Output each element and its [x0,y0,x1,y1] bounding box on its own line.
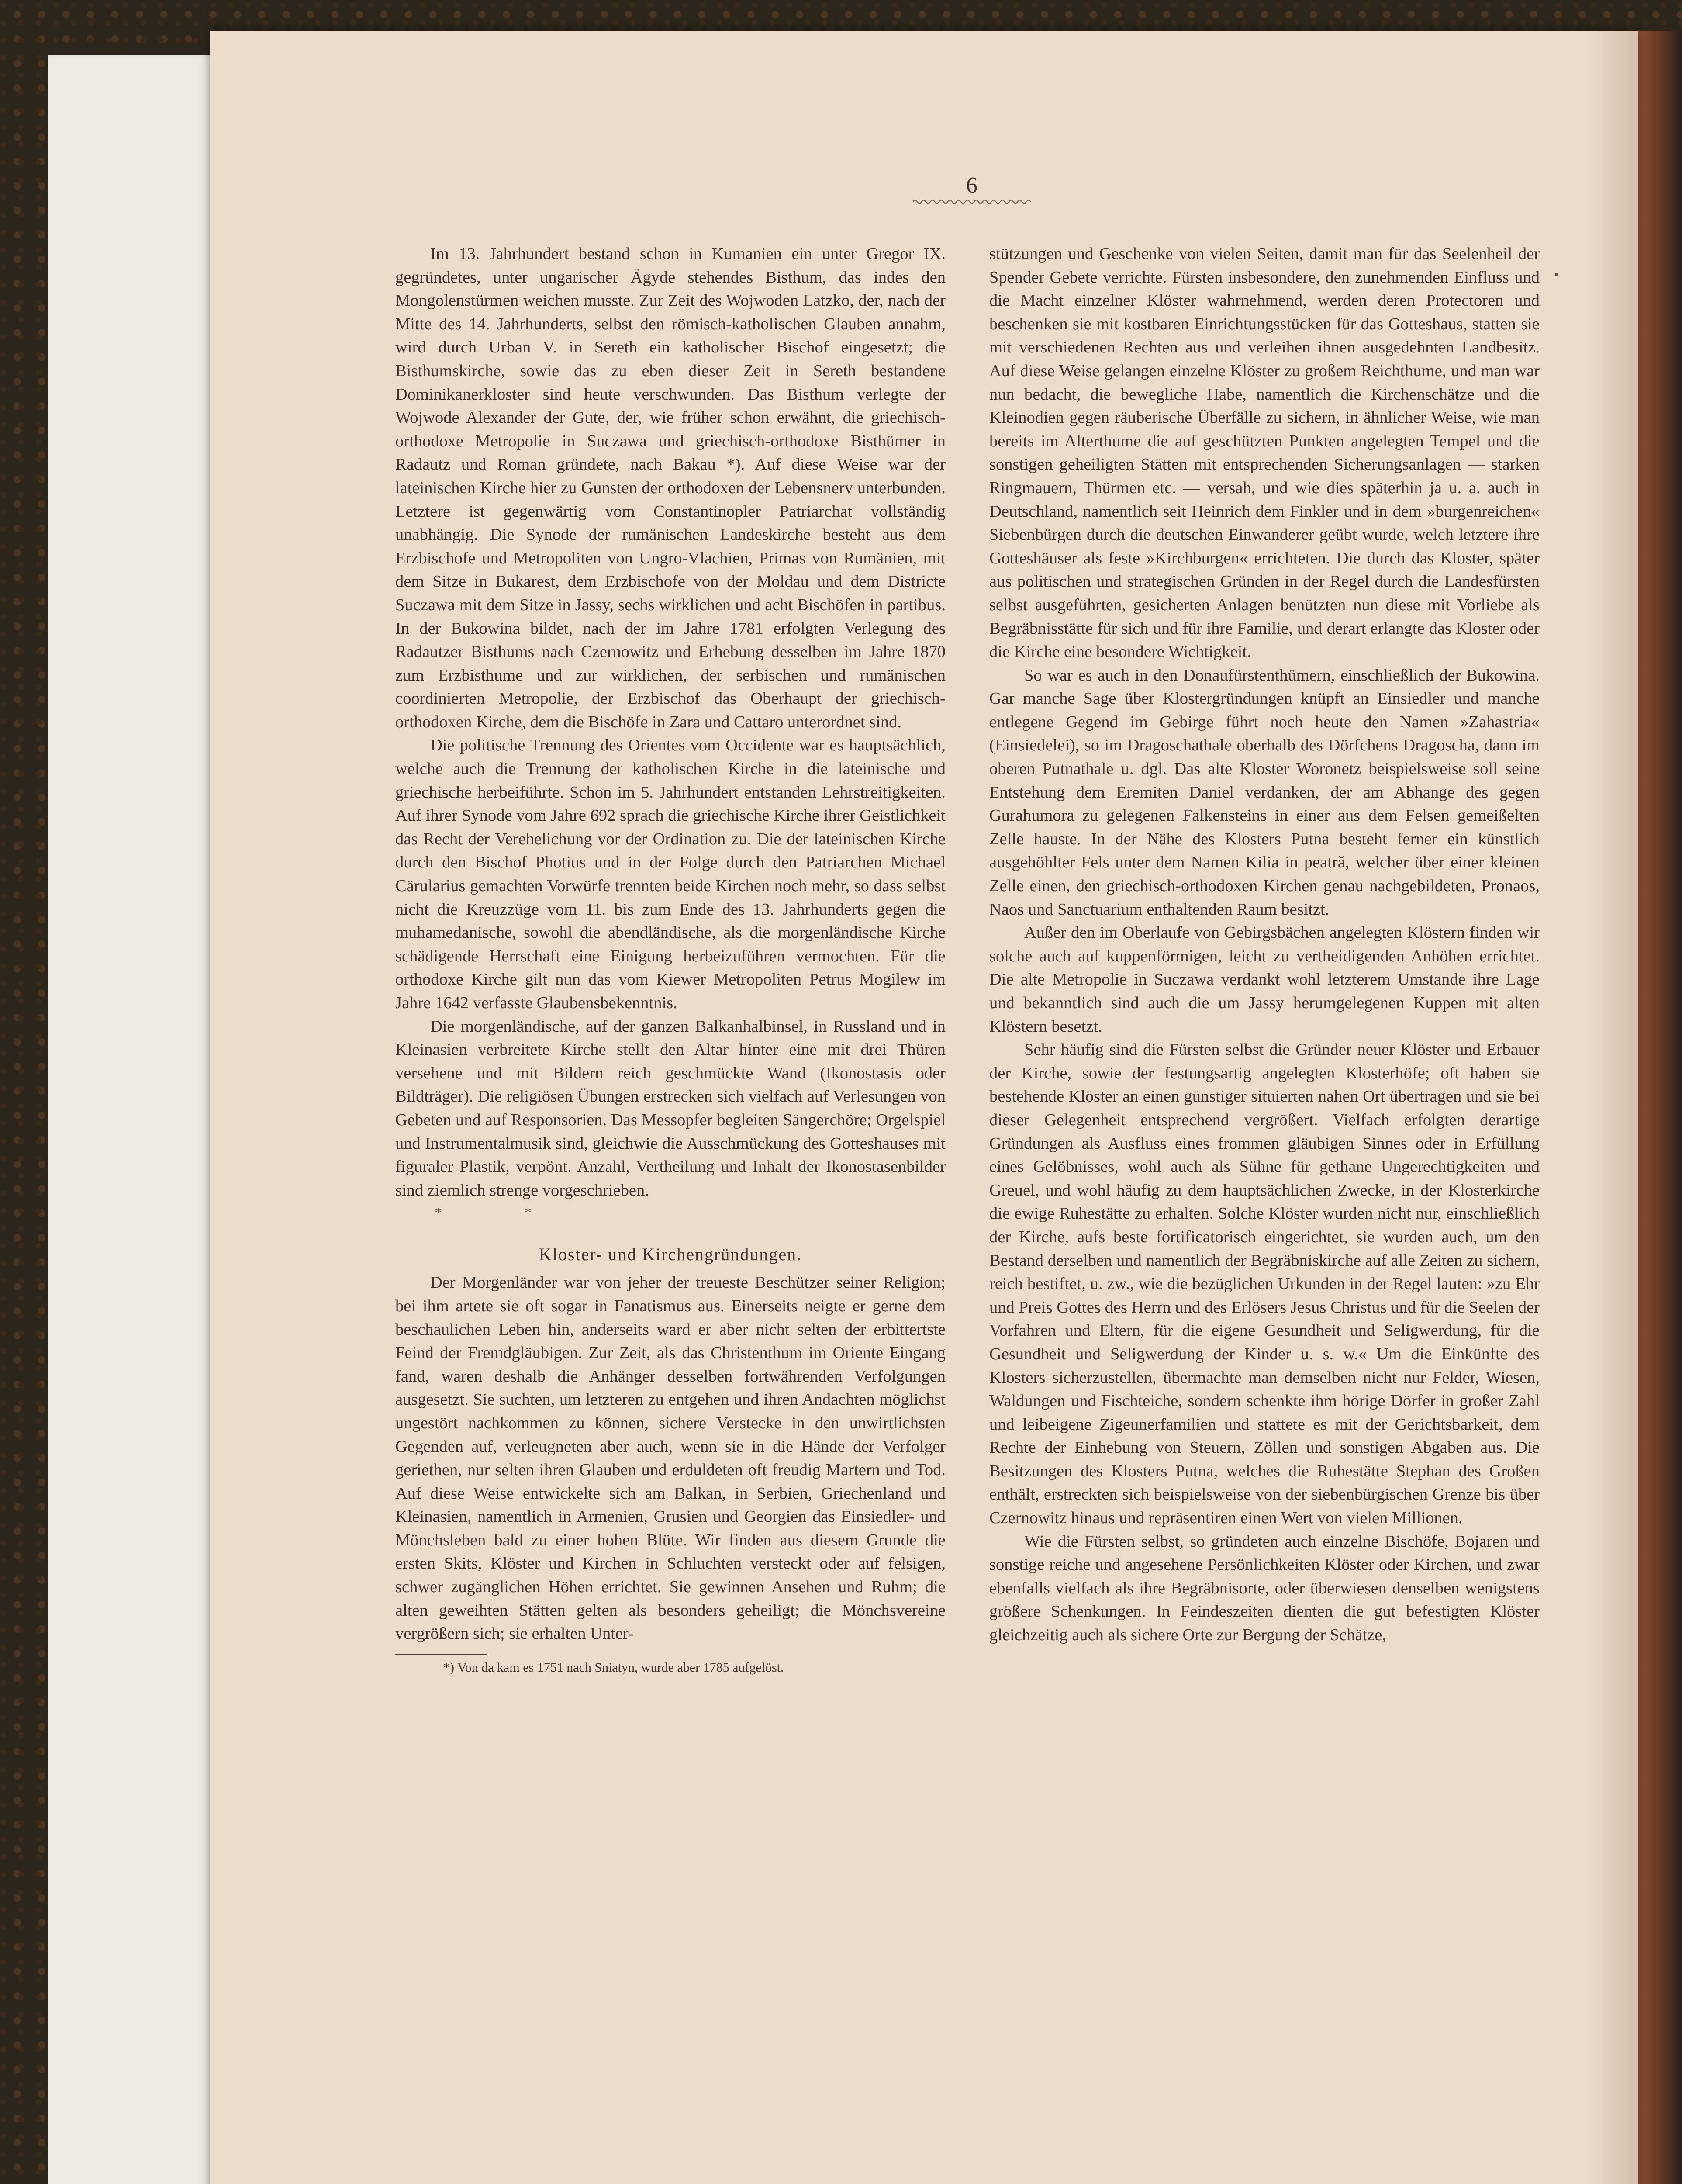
body-paragraph: Die morgenländische, auf der ganzen Balkanhalbinsel, in Russland und in Kleinasien verbreitete Kirche stellt den Altar hinter eine mit drei Thüren versehene und mit Bildern reich geschmückte Wand (Ikonostasis oder Bildträger). Die religiösen Übungen erstrecken sich vielfach auf Verlesungen von Gebeten und auf Responsorien. Das Messopfer begleiten Sängerchöre; Orgelspiel und Instrumentalmusik sind, gleichwie die Ausschmückung des Gotteshauses mit figuraler Plastik, verpönt. Anzahl, Vertheilung und Inhalt der Ikonostasenbilder sind ziemlich strenge vorgeschrieben. [395,1017,946,1199]
body-paragraph: So war es auch in den Donaufürstenthümern, einschließlich der Bukowina. Gar manche Sage über Klostergründungen knüpft an Einsiedler und manche entlegene Gegend im Gebirge führt noch heute den Namen »Zahastria« (Einsiedelei), so im Dragoschathale oberhalb des Dörfchens Dragoscha, dann im oberen Putnathale u. dgl. Das alte Kloster Woronetz beispielsweise soll seine Entstehung dem Eremiten Daniel verdanken, der am Abhange des gegen Gurahumora zu gelegenen Falkensteins in einer aus dem Felsen gemeißelten Zelle hauste. In der Nähe des Klosters Putna besteht ferner ein künstlich ausgehöhlter Fels unter dem Namen Kilia in peatră, welcher über einer kleinen Zelle einen, den griechisch-orthodoxen Kirchen genau nachgebildeten, Pronaos, Naos und Sanctuarium enthaltenden Raum besitzt. [989,666,1540,919]
footnote-rule [395,1654,487,1655]
right-text-column [989,242,1540,1647]
left-text-column [395,242,946,1676]
body-paragraph: Außer den im Oberlaufe von Gebirgsbächen angelegten Klöstern finden wir solche auch auf kuppenförmigen, leicht zu vertheidigenden Anhöhen errichtet. Die alte Metropolie in Suczawa verdankt wohl letzterem Umstande ihre Lage und bekanntlich sind auch die um Jassy herumgelegenen Kuppen mit alten Klöstern besetzt. [989,923,1540,1036]
body-paragraph: Sehr häufig sind die Fürsten selbst die Gründer neuer Klöster und Erbauer der Kirche, sowie der festungsartig angelegten Klosterhöfe; oft haben sie bestehende Klöster an einen günstiger situierten nahen Ort übertragen und sie bei dieser Gelegenheit entsprechend vergrößert. Vielfach erfolgten derartige Gründungen als Ausfluss eines frommen gläubigen Sinnes oder in Erfüllung eines Gelöbnisses, wohl auch als Sühne für gethane Ungerechtigkeiten und Greuel, und wohl häufig zu dem hauptsächlichen Zwecke, in der Klosterkirche die ewige Ruhestätte zu erhalten. Solche Klöster wurden nicht nur, einschließlich der Kirche, aufs beste fortificatorisch eingerichtet, sie wurden auch, um den Bestand derselben und namentlich der Begräbniskirche auf alle Zeiten zu sichern, reich bestiftet, u. zw., wie die bezüglichen Urkunden in der Regel lauten: »zu Ehr und Preis Gottes des Herrn und des Erlösers Jesus Christus und für die Seelen der Vorfahren und Eltern, für die eigene Gesundheit und Seligwerdung, für die Gesundheit und Seligwerdung der Kinder u. s. w.« Um die Einkünfte des Klosters sicherzustellen, übermachte man demselben nicht nur Felder, Wiesen, Waldungen und Fischteiche, sondern schenkte ihm hörige Dörfer in großer Zahl und leibeigene Zigeunerfamilien und stattete es mit der Gerichtsbarkeit, dem Rechte der Einhebung von Steuern, Zöllen und sonstigen Abgaben aus. Die Besitzungen des Klosters Putna, welches die Ruhestätte Stephan des Großen enthält, erstreckten sich beispielsweise von der siebenbürgischen Grenze bis über Czernowitz hinaus und repräsentiren einen Wert von vielen Millionen. [989,1040,1540,1527]
footnote: *) Von da kam es 1751 nach Sniatyn, wurde aber 1785 aufgelöst. [443,1660,784,1675]
body-paragraph: Wie die Fürsten selbst, so gründeten auch einzelne Bischöfe, Bojaren und sonstige reiche und angesehene Persönlichkeiten Klöster oder Kirchen, und zwar ebenfalls vielfach als ihre Begräbnisorte, oder überwiesen denselben wenigstens größere Schenkungen. In Feindeszeiten dienten die gut befestigten Klöster gleichzeitig auch als sichere Orte zur Bergung der Schätze, [989,1532,1540,1645]
section-separator: * * [435,1205,571,1221]
ornamental-rule [913,199,1031,205]
margin-speck [1555,273,1558,276]
body-paragraph: Die politische Trennung des Orientes vom Occidente war es hauptsächlich, welche auch die Trennung der katholischen Kirche in die lateinische und griechische herbeiführte. Schon im 5. Jahrhundert entstanden Lehrstreitigkeiten. Auf ihrer Synode vom Jahre 692 sprach die griechische Kirche ihrer Geistlichkeit das Recht der Verehelichung vor der Ordination zu. Die der lateinischen Kirche durch den Bischof Photius und in der Folge durch den Patriarchen Michael Cärularius gemachten Vorwürfe trennten beide Kirchen noch mehr, so dass selbst nicht die Kreuzzüge vom 11. bis zum Ende des 13. Jahrhunderts gegen die muhamedanische, sowohl die abendländische, als die morgenländische Kirche schädigende Herrschaft eine Einigung herbeizuführen vermochten. Für die orthodoxe Kirche gilt nun das vom Kiewer Metropoliten Petrus Mogilew im Jahre 1642 verfasste Glaubensbekenntnis. [395,736,946,1012]
section-heading: Kloster- und Kirchengründungen. [539,1244,802,1265]
body-paragraph: stützungen und Geschenke von vielen Seiten, damit man für das Seelenheil der Spender Gebete verrichte. Fürsten insbesondere, den zunehmenden Einfluss und die Macht einzelner Klöster wahrnehmend, werden deren Protectoren und beschenken sie mit kostbaren Einrichtungsstücken für das Gotteshaus, statten sie mit verschiedenen Rechten aus und verleihen ihnen ausgedehnten Landbesitz. Auf diese Weise gelangen einzelne Klöster zu großem Reichthume, und man war nun bedacht, die bewegliche Habe, namentlich die Kirchenschätze und die Kleinodien gegen räuberische Überfälle zu sichern, in ähnlicher Weise, wie man bereits im Alterthume die auf geschützten Punkten angelegten Tempel und die sonstigen geheiligten Stätten mit entsprechenden Sicherungsanlagen — starken Ringmauern, Thürmen etc. — versah, und wie dies späterhin ja u. a. auch in Deutschland, namentlich seit Heinrich dem Finkler und in dem »burgenreichen« Siebenbürgen durch die deutschen Einwanderer geübt wurde, welch letztere ihre Gotteshäuser als feste »Kirchburgen« errichteten. Die durch das Kloster, später aus politischen und strategischen Gründen in der Regel durch die Landesfürsten selbst ausgeführten, gesicherten Anlagen benützten nun diese mit Vorliebe als Begräbnisstätte für sich und für ihre Familie, und derart erlangte das Kloster oder die Kirche eine besondere Wichtigkeit. [989,245,1540,661]
body-paragraph: Der Morgenländer war von jeher der treueste Beschützer seiner Religion; bei ihm artete sie oft sogar in Fanatismus aus. Einerseits neigte er gerne dem beschaulichen Leben hin, anderseits ward er aber nicht selten der erbittertste Feind der Fremdgläubigen. Zur Zeit, als das Christenthum im Oriente Eingang fand, waren deshalb die Anhänger desselben fortwährenden Verfolgungen ausgesetzt. Sie suchten, um letzteren zu entgehen und ihren Andachten möglichst ungestört nachkommen zu können, sichere Verstecke in den unwirtlichsten Gegenden auf, verleugneten aber auch, wenn sie in die Hände der Verfolger geriethen, nur selten ihren Glauben und erduldeten oft freudig Martern und Tod. Auf diese Weise entwickelte sich am Balkan, in Serbien, Griechenland und Kleinasien, namentlich in Armenien, Grusien und Georgien das Einsiedler- und Mönchsleben bald zu einer hohen Blüte. Wir finden aus diesem Grunde die ersten Skits, Klöster und Kirchen in Schluchten versteckt oder auf felsigen, schwer zugänglichen Höhen errichtet. Sie gewinnen Ansehen und Ruhm; die alten geweihten Stätten gelten als besonders geheiligt; die Mönchsvereine vergrößern sich; sie erhalten Unter- [395,1273,946,1643]
endpaper-leaf [48,55,231,2184]
page-number: 6 [966,173,977,198]
page-gutter-shadow [1585,31,1638,2184]
body-paragraph: Im 13. Jahrhundert bestand schon in Kumanien ein unter Gregor IX. gegründetes, unter ungarischer Ägyde stehendes Bisthum, das indes den Mongolenstürmen weichen musste. Zur Zeit des Wojwoden Latzko, der, nach der Mitte des 14. Jahrhunderts, selbst den römisch-katholischen Glauben annahm, wird durch Urban V. in Sereth ein katholischer Bischof eingesetzt; die Bisthumskirche, sowie das zu eben dieser Zeit in Sereth bestandene Dominikanerkloster sind heute verschwunden. Das Bisthum verlegte der Wojwode Alexander der Gute, der, wie früher schon erwähnt, die griechisch-orthodoxe Metropolie in Suczawa und griechisch-orthodoxe Bisthümer in Radautz und Roman gründete, nach Bakau *). Auf diese Weise war der lateinischen Kirche hier zu Gunsten der orthodoxen der Lebensnerv unterbunden. Letztere ist gegenwärtig vom Constantinopler Patriarchat vollständig unabhängig. Die Synode der rumänischen Landeskirche besteht aus dem Erzbischofe und Metropoliten von Ungro-Vlachien, Primas von Rumänien, mit dem Sitze in Bukarest, dem Erzbischofe von der Moldau und dem Districte Suczawa mit dem Sitze in Jassy, sechs wirklichen und acht Bischöfen in partibus. In der Bukowina bildet, nach der im Jahre 1781 erfolgten Verlegung des Radautzer Bisthums nach Czernowitz und Erhebung desselben im Jahre 1870 zum Erzbisthume und zur wirklichen, der serbischen und rumänischen coordinierten Metropolie, der Erzbischof das Oberhaupt der griechisch-orthodoxen Kirche, dem die Bischöfe in Zara und Cattaro unterordnet sind. [395,245,946,731]
